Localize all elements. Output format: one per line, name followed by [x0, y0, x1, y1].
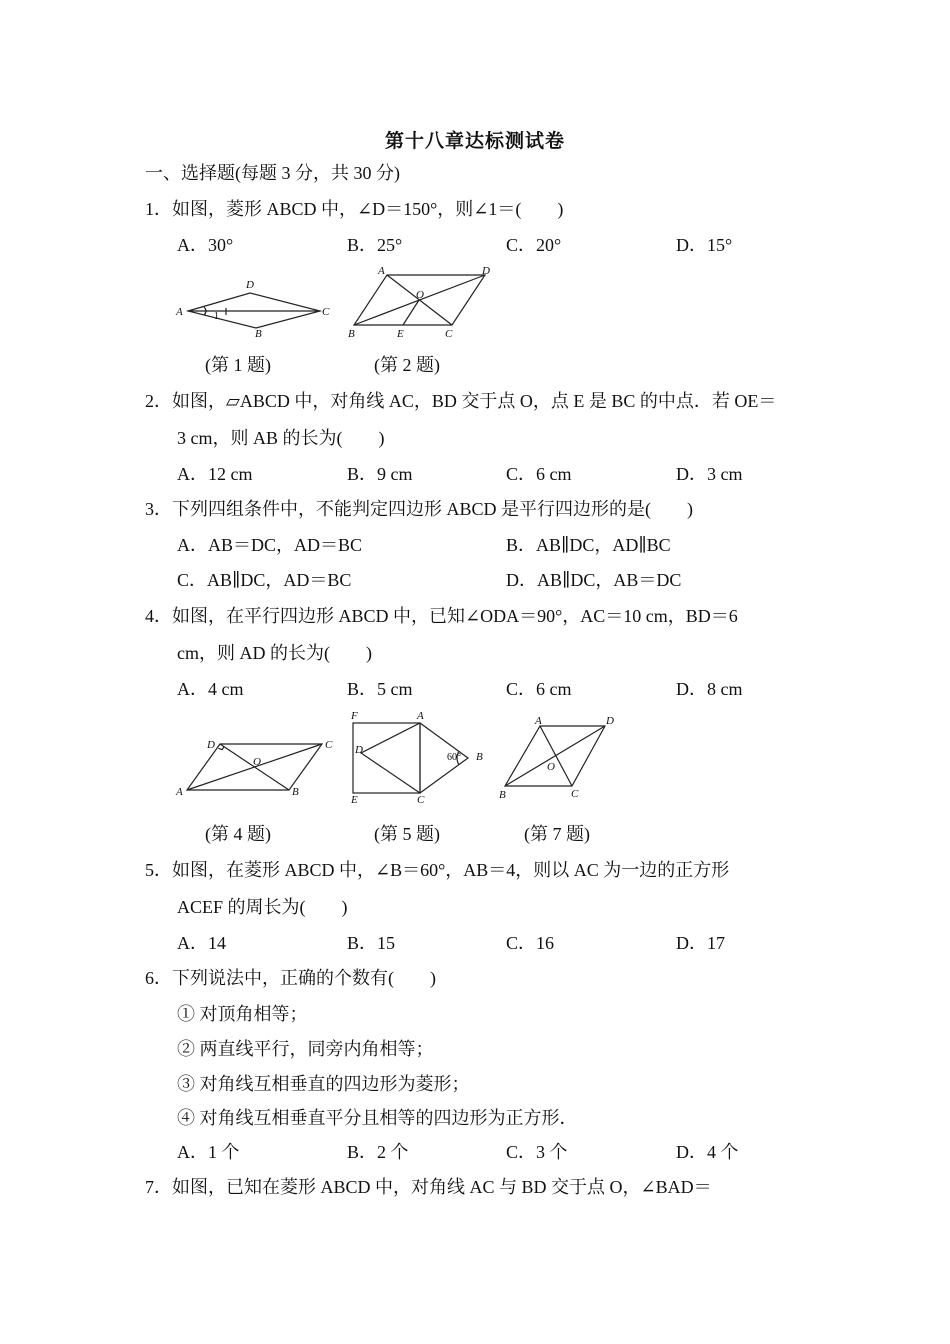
page-title: 第十八章达标测试卷	[384, 131, 565, 152]
q4-option-a: A．4 cm	[177, 679, 244, 699]
q2-option-d: D．3 cm	[676, 464, 743, 484]
f7-label-o: O	[547, 761, 555, 773]
f7-label-b: B	[499, 789, 506, 801]
f2-label-a: A	[378, 265, 385, 277]
figure-1-caption: (第 1 题)	[205, 355, 271, 375]
q3-option-c: C．AB∥DC，AD＝BC	[177, 570, 352, 590]
q5-option-c: C．16	[506, 933, 555, 953]
f4-right-angle-mark	[218, 747, 224, 750]
f5-label-60: 60°	[447, 752, 461, 763]
q6-item-2: ② 两直线平行，同旁内角相等；	[177, 1039, 434, 1059]
q5-stem-line1: 5．如图，在菱形 ABCD 中，∠B＝60°，AB＝4，则以 AC 为一边的正方形	[145, 860, 730, 880]
q6-item-3: ③ 对角线互相垂直的四边形为菱形；	[177, 1074, 470, 1094]
f2-label-o: O	[416, 289, 424, 301]
f7-label-c: C	[571, 788, 579, 800]
q2-option-a: A．12 cm	[177, 464, 253, 484]
q4-option-c: C．6 cm	[506, 679, 572, 699]
q6-option-c: C．3 个	[506, 1142, 568, 1162]
f4-label-a: A	[176, 786, 183, 798]
q1-stem: 1．如图，菱形 ABCD 中，∠D＝150°，则∠1＝( )	[145, 199, 564, 219]
f1-label-d: D	[246, 279, 254, 291]
q6-option-d: D．4 个	[676, 1142, 739, 1162]
q5-stem-line2: ACEF 的周长为( )	[177, 897, 348, 917]
f4-label-o: O	[253, 756, 261, 768]
q6-option-b: B．2 个	[347, 1142, 409, 1162]
f5-label-f: F	[351, 710, 358, 722]
q6-item-1: ① 对顶角相等；	[177, 1004, 308, 1024]
q6-option-a: A．1 个	[177, 1142, 240, 1162]
f1-label-b: B	[255, 328, 262, 340]
f7-label-d: D	[606, 715, 614, 727]
figure-5-square-rhombus	[343, 706, 493, 806]
f5-label-c: C	[417, 794, 425, 806]
q3-option-a: A．AB＝DC，AD＝BC	[177, 535, 363, 555]
f2-label-e: E	[397, 328, 404, 340]
q6-stem: 6．下列说法中，正确的个数有( )	[145, 968, 436, 988]
q5-option-a: A．14	[177, 933, 226, 953]
f5-square	[353, 723, 420, 793]
f2-label-c: C	[445, 328, 453, 340]
q1-option-c: C．20°	[506, 235, 562, 255]
figure-4-caption: (第 4 题)	[205, 824, 271, 844]
f4-label-d: D	[207, 739, 215, 751]
f4-label-b: B	[292, 786, 299, 798]
q4-option-b: B．5 cm	[347, 679, 413, 699]
q6-item-4: ④ 对角线互相垂直平分且相等的四边形为正方形．	[177, 1108, 578, 1128]
f5-label-a: A	[417, 710, 424, 722]
q4-stem-line1: 4．如图，在平行四边形 ABCD 中，已知∠ODA＝90°，AC＝10 cm，BD＝6	[145, 606, 738, 626]
f1-label-a: A	[176, 306, 183, 318]
q3-option-b: B．AB∥DC，AD∥BC	[506, 535, 671, 555]
f1-label-c: C	[322, 306, 330, 318]
q2-option-b: B．9 cm	[347, 464, 413, 484]
figure-1-rhombus	[170, 270, 340, 340]
figure-4-parallelogram	[170, 730, 340, 805]
q7-stem: 7．如图，已知在菱形 ABCD 中，对角线 AC 与 BD 交于点 O，∠BAD＝	[145, 1177, 712, 1197]
q3-stem: 3．下列四组条件中，不能判定四边形 ABCD 是平行四边形的是( )	[145, 499, 693, 519]
section-heading: 一、选择题(每题 3 分，共 30 分)	[145, 163, 400, 183]
f2-label-d: D	[482, 265, 490, 277]
q1-option-b: B．25°	[347, 235, 403, 255]
q5-option-d: D．17	[676, 933, 725, 953]
q4-option-d: D．8 cm	[676, 679, 743, 699]
q1-option-a: A．30°	[177, 235, 234, 255]
q5-option-b: B．15	[347, 933, 396, 953]
f5-label-b: B	[476, 751, 483, 763]
f5-label-d: D	[355, 744, 363, 756]
f2-label-b: B	[348, 328, 355, 340]
f5-label-e: E	[351, 794, 358, 806]
q3-option-d: D．AB∥DC，AB＝DC	[506, 570, 682, 590]
f4-label-c: C	[325, 739, 333, 751]
figure-7-rhombus	[495, 712, 625, 802]
figure-7-caption: (第 7 题)	[524, 824, 590, 844]
q2-option-c: C．6 cm	[506, 464, 572, 484]
f7-diagonal-bd	[505, 726, 605, 786]
q2-stem-line1: 2．如图，▱ABCD 中，对角线 AC，BD 交于点 O，点 E 是 BC 的中点．若 OE＝	[145, 391, 777, 411]
figure-2-parallelogram	[340, 262, 500, 342]
q1-option-d: D．15°	[676, 235, 733, 255]
figure-5-caption: (第 5 题)	[374, 824, 440, 844]
f7-label-a: A	[535, 715, 542, 727]
q4-stem-line2: cm，则 AD 的长为( )	[177, 643, 372, 663]
figure-2-caption: (第 2 题)	[374, 355, 440, 375]
q2-stem-line2: 3 cm，则 AB 的长为( )	[177, 428, 385, 448]
f1-label-1: 1	[214, 311, 219, 322]
